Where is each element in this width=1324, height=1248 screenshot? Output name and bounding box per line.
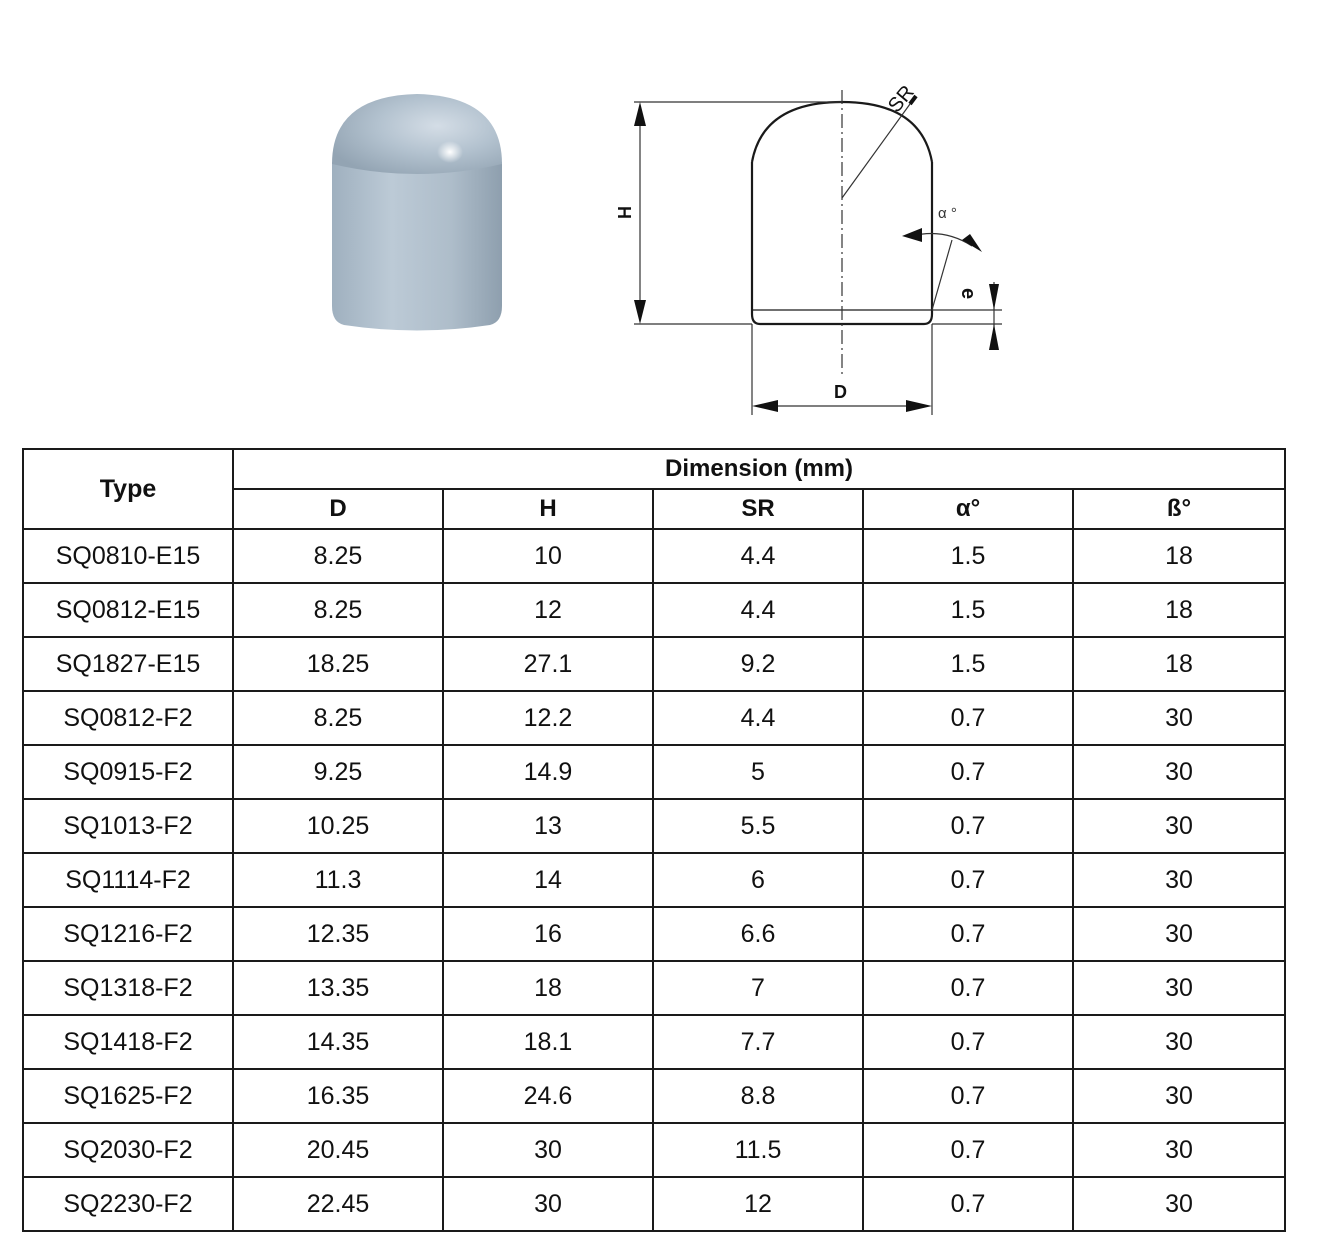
- dimension-cell: 30: [1073, 853, 1285, 907]
- dimension-cell: 12: [653, 1177, 863, 1231]
- type-cell: SQ0915-F2: [23, 745, 233, 799]
- drawing-sr-line: [842, 104, 910, 198]
- dimension-cell: 8.8: [653, 1069, 863, 1123]
- type-cell: SQ0812-E15: [23, 583, 233, 637]
- drawing-alpha-arrow-left: [902, 228, 922, 242]
- dimension-cell: 14.35: [233, 1015, 443, 1069]
- dimension-cell: 11.3: [233, 853, 443, 907]
- dimension-cell: 30: [1073, 1069, 1285, 1123]
- dimension-cell: 8.25: [233, 691, 443, 745]
- table-row: [23, 853, 1285, 907]
- table-row: [23, 961, 1285, 1015]
- spec-table: [22, 448, 1286, 1232]
- table-row: [23, 691, 1285, 745]
- dimension-cell: 12.2: [443, 691, 653, 745]
- dimension-cell: 0.7: [863, 1177, 1073, 1231]
- dimension-cell: 5.5: [653, 799, 863, 853]
- dimension-cell: 13.35: [233, 961, 443, 1015]
- drawing-h-arrow-top: [634, 102, 646, 126]
- dimension-cell: 0.7: [863, 691, 1073, 745]
- drawing-d-arrow-right: [906, 400, 932, 412]
- dimension-cell: 4.4: [653, 529, 863, 583]
- dimension-cell: 1.5: [863, 637, 1073, 691]
- dimension-cell: 18: [1073, 637, 1285, 691]
- dimension-cell: 30: [1073, 691, 1285, 745]
- dimension-cell: 8.25: [233, 583, 443, 637]
- button-highlight: [437, 141, 463, 163]
- dimension-cell: 16: [443, 907, 653, 961]
- drawing-label-alpha: α °: [938, 205, 957, 222]
- dimension-cell: 0.7: [863, 907, 1073, 961]
- table-row: [23, 1123, 1285, 1177]
- dimension-cell: 0.7: [863, 961, 1073, 1015]
- type-cell: SQ1114-F2: [23, 853, 233, 907]
- dimension-cell: 1.5: [863, 529, 1073, 583]
- type-cell: SQ0812-F2: [23, 691, 233, 745]
- dimension-cell: 20.45: [233, 1123, 443, 1177]
- dimension-cell: 18: [1073, 583, 1285, 637]
- dimension-cell: 18.1: [443, 1015, 653, 1069]
- dimension-cell: 24.6: [443, 1069, 653, 1123]
- dimension-cell: 13: [443, 799, 653, 853]
- dimension-cell: 14: [443, 853, 653, 907]
- drawing-e-arrow-bottom: [989, 324, 999, 350]
- dimension-cell: 9.2: [653, 637, 863, 691]
- dimension-cell: 5: [653, 745, 863, 799]
- dimension-cell: 1.5: [863, 583, 1073, 637]
- dimension-cell: 4.4: [653, 583, 863, 637]
- dimension-cell: 18: [1073, 529, 1285, 583]
- drawing-label-d: D: [834, 382, 847, 402]
- dimension-cell: 27.1: [443, 637, 653, 691]
- dimension-cell: 4.4: [653, 691, 863, 745]
- column-header: ß°: [1073, 489, 1285, 529]
- dimension-cell: 6.6: [653, 907, 863, 961]
- table-row: [23, 907, 1285, 961]
- dimension-cell: 30: [443, 1177, 653, 1231]
- column-header: SR: [653, 489, 863, 529]
- header-type: Type: [23, 449, 233, 529]
- dimension-cell: 9.25: [233, 745, 443, 799]
- dimension-cell: 8.25: [233, 529, 443, 583]
- drawing-e-arrow-top: [989, 284, 999, 310]
- button-body: [332, 162, 502, 331]
- dimension-cell: 10.25: [233, 799, 443, 853]
- table-row: [23, 799, 1285, 853]
- dimension-cell: 18.25: [233, 637, 443, 691]
- dimension-cell: 30: [1073, 961, 1285, 1015]
- dimension-cell: 30: [1073, 1177, 1285, 1231]
- dimension-cell: 30: [1073, 1123, 1285, 1177]
- dimension-cell: 0.7: [863, 745, 1073, 799]
- drawing-label-sr: SR: [884, 81, 919, 117]
- dimension-cell: 30: [1073, 1015, 1285, 1069]
- dimension-cell: 7.7: [653, 1015, 863, 1069]
- drawing-alpha-arrow-right: [962, 234, 982, 252]
- type-cell: SQ2030-F2: [23, 1123, 233, 1177]
- type-cell: SQ1318-F2: [23, 961, 233, 1015]
- dimension-cell: 0.7: [863, 1123, 1073, 1177]
- column-header: D: [233, 489, 443, 529]
- header-dimension-group: Dimension (mm): [233, 449, 1285, 489]
- dimension-cell: 30: [1073, 907, 1285, 961]
- dimension-cell: 11.5: [653, 1123, 863, 1177]
- dimension-cell: 30: [1073, 799, 1285, 853]
- table-row: [23, 1015, 1285, 1069]
- dimension-cell: 7: [653, 961, 863, 1015]
- table-row: [23, 745, 1285, 799]
- dimension-cell: 16.35: [233, 1069, 443, 1123]
- dimension-cell: 0.7: [863, 1015, 1073, 1069]
- type-cell: SQ1013-F2: [23, 799, 233, 853]
- dimension-cell: 0.7: [863, 1069, 1073, 1123]
- column-header: H: [443, 489, 653, 529]
- product-photo: [322, 84, 522, 342]
- type-cell: SQ1625-F2: [23, 1069, 233, 1123]
- type-cell: SQ1418-F2: [23, 1015, 233, 1069]
- drawing-label-h: H: [614, 206, 634, 219]
- dimension-cell: 6: [653, 853, 863, 907]
- drawing-h-arrow-bottom: [634, 300, 646, 324]
- type-cell: SQ2230-F2: [23, 1177, 233, 1231]
- button-dome: [332, 94, 502, 174]
- dimension-cell: 10: [443, 529, 653, 583]
- dimension-cell: 0.7: [863, 853, 1073, 907]
- dimension-cell: 18: [443, 961, 653, 1015]
- table-row: [23, 529, 1285, 583]
- dimension-cell: 22.45: [233, 1177, 443, 1231]
- type-cell: SQ1216-F2: [23, 907, 233, 961]
- dimension-cell: 30: [1073, 745, 1285, 799]
- dimension-cell: 30: [443, 1123, 653, 1177]
- drawing-alpha-line: [932, 240, 952, 310]
- dimension-cell: 14.9: [443, 745, 653, 799]
- table-row: [23, 1069, 1285, 1123]
- table-row: [23, 583, 1285, 637]
- table-row: [23, 1177, 1285, 1231]
- dimension-cell: 12: [443, 583, 653, 637]
- dimension-cell: 0.7: [863, 799, 1073, 853]
- drawing-label-e: e: [957, 288, 979, 300]
- type-cell: SQ1827-E15: [23, 637, 233, 691]
- drawing-d-arrow-left: [752, 400, 778, 412]
- type-cell: SQ0810-E15: [23, 529, 233, 583]
- table-row: [23, 637, 1285, 691]
- column-header: α°: [863, 489, 1073, 529]
- dimension-cell: 12.35: [233, 907, 443, 961]
- technical-drawing: [598, 70, 1058, 420]
